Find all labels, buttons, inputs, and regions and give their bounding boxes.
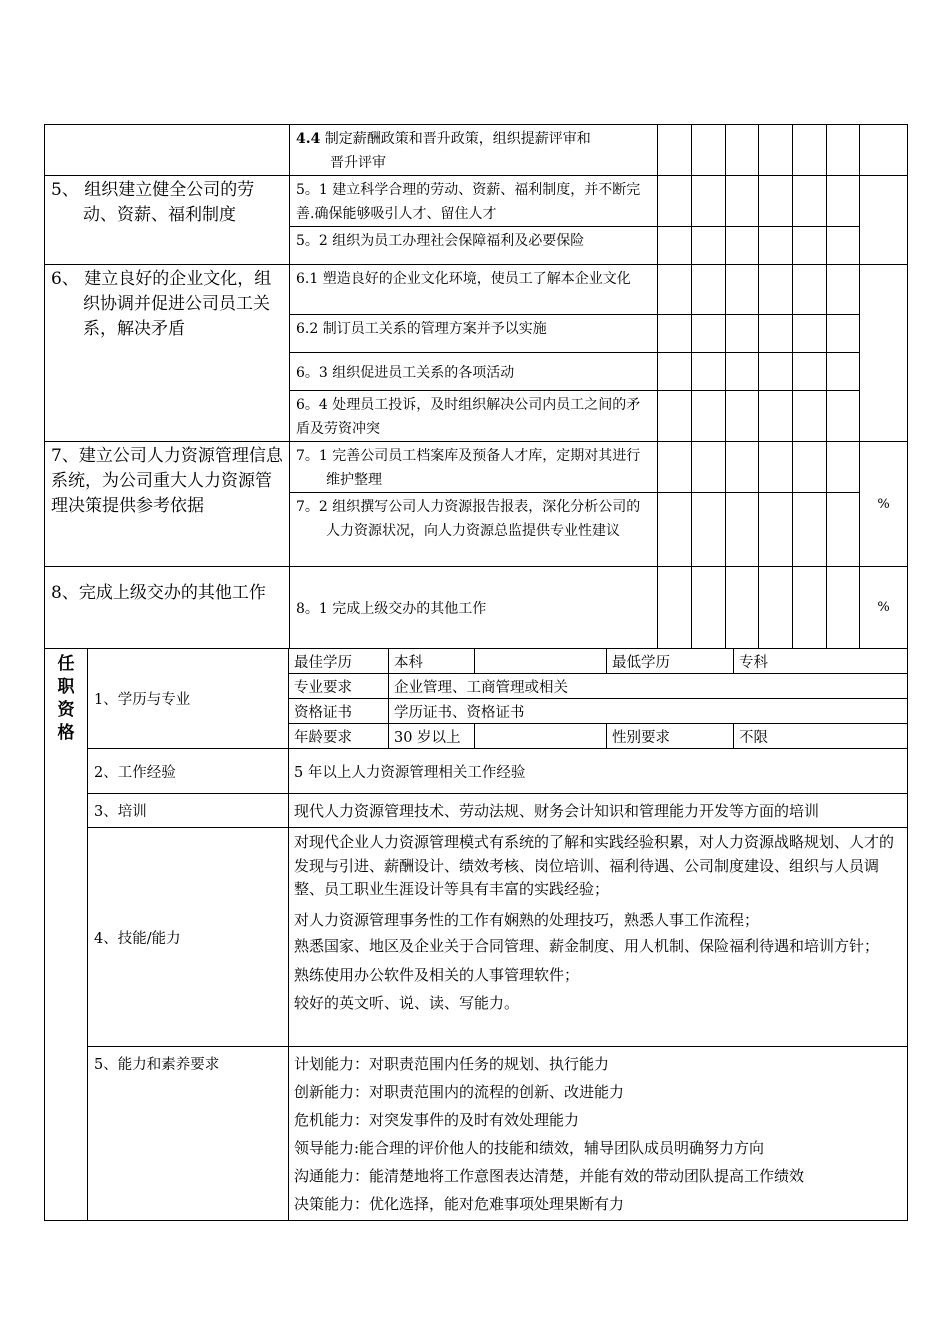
score-cell: [827, 315, 860, 353]
skills-item: 对现代企业人力资源管理模式有系统的了解和实践经验积累，对人力资源战略规划、人才的发现与引进、薪酬设计、绩效考核、岗位培训、福利待遇、公司制度建设、组织与人员调整、员工职业生涯设计等具有丰富的实践经验；: [294, 833, 895, 898]
score-cell: [793, 391, 827, 442]
score-cell: [692, 265, 726, 315]
score-cell: [726, 493, 759, 567]
duty-area-8: 8、完成上级交办的其他工作: [45, 567, 290, 649]
score-cell: [658, 227, 692, 265]
score-cell: [793, 353, 827, 391]
score-cell: [692, 442, 726, 493]
score-cell: [827, 493, 860, 567]
duty-task: 6.1 塑造良好的企业文化环境，使员工了解本企业文化: [290, 265, 658, 315]
major-value: 企业管理、工商管理或相关: [389, 674, 908, 699]
score-cell: [726, 227, 759, 265]
experience-value: 5 年以上人力资源管理相关工作经验: [289, 749, 908, 794]
score-cell: [827, 176, 860, 227]
age-label: 年龄要求: [289, 724, 389, 749]
duties-table: [44, 124, 908, 649]
best-edu-value: 本科: [389, 649, 475, 674]
score-cell: [692, 176, 726, 227]
competency-item: 计划能力：对职责范围内任务的规划、执行能力: [294, 1055, 610, 1073]
score-cell: [759, 493, 793, 567]
percent-cell: [860, 125, 908, 176]
score-cell: [726, 391, 759, 442]
duty-area-empty: [45, 125, 290, 176]
competency-item: 危机能力：对突发事件的及时有效处理能力: [294, 1111, 580, 1129]
score-cell: [827, 442, 860, 493]
score-cell: [726, 315, 759, 353]
score-cell: [726, 265, 759, 315]
competency-item: 领导能力:能合理的评价他人的技能和绩效，辅导团队成员明确努力方向: [294, 1139, 765, 1157]
score-cell: [759, 125, 793, 176]
duty-task: 6。4 处理员工投诉，及时组织解决公司内员工之间的矛盾及劳资冲突: [290, 391, 658, 442]
score-cell: [692, 391, 726, 442]
score-cell: [793, 125, 827, 176]
score-cell: [726, 353, 759, 391]
duty-task: 7。2 组织撰写公司人力资源报告报表，深化分析公司的人力资源状况，向人力资源总监提供专业性建议: [290, 493, 658, 567]
score-cell: [827, 567, 860, 649]
duty-task: 5。2 组织为员工办理社会保障福利及必要保险: [290, 227, 658, 265]
competency-item: 沟通能力：能清楚地将工作意图表达清楚，并能有效的带动团队提高工作绩效: [294, 1167, 805, 1185]
score-cell: [793, 493, 827, 567]
skills-item: 较好的英文听、说、读、写能力。: [294, 993, 520, 1012]
score-cell: [827, 265, 860, 315]
age-value: 30 岁以上: [389, 724, 475, 749]
score-cell: [827, 125, 860, 176]
skills-label: 4、技能/能力: [88, 828, 289, 1047]
education-label: 1、学历与专业: [88, 649, 289, 749]
score-cell: [658, 265, 692, 315]
skills-item: 熟悉国家、地区及企业关于合同管理、薪金制度、用人机制、保险福利待遇和培训方针；: [294, 936, 880, 955]
gender-value: 不限: [734, 724, 908, 749]
skills-list: [289, 828, 908, 1047]
score-cell: [793, 227, 827, 265]
score-cell: [759, 315, 793, 353]
score-cell: [793, 567, 827, 649]
score-cell: [658, 493, 692, 567]
skills-item: 熟练使用办公软件及相关的人事管理软件；: [294, 965, 580, 984]
duty-area-7: 7、建立公司人力资源管理信息系统，为公司重大人力资源管理决策提供参考依据: [45, 442, 290, 567]
cert-label: 资格证书: [289, 699, 389, 724]
cert-value: 学历证书、资格证书: [389, 699, 908, 724]
score-cell: [658, 315, 692, 353]
score-cell: [658, 176, 692, 227]
score-cell: [759, 567, 793, 649]
competency-list: [289, 1047, 908, 1221]
score-cell: [692, 315, 726, 353]
experience-label: 2、工作经验: [88, 749, 289, 794]
competency-item: 创新能力：对职责范围内的流程的创新、改进能力: [294, 1083, 625, 1101]
min-edu-value: 专科: [734, 649, 908, 674]
duty-task: 6。3 组织促进员工关系的各项活动: [290, 353, 658, 391]
score-cell: [793, 265, 827, 315]
score-cell: [759, 353, 793, 391]
score-cell: [726, 125, 759, 176]
qualification-table: [44, 648, 908, 1221]
duty-task: 7。1 完善公司员工档案库及预备人才库，定期对其进行维护整理: [290, 442, 658, 493]
competency-item: 决策能力：优化选择，能对危难事项处理果断有力: [294, 1195, 625, 1213]
score-cell: [759, 391, 793, 442]
duty-task: 5。1 建立科学合理的劳动、资薪、福利制度，并不断完善.确保能够吸引人才、留住人才: [290, 176, 658, 227]
competency-label: 5、能力和素养要求: [88, 1047, 289, 1221]
score-cell: [692, 227, 726, 265]
duty-task: 6.2 制订员工关系的管理方案并予以实施: [290, 315, 658, 353]
score-cell: [827, 353, 860, 391]
duty-task: 4.4 制定薪酬政策和晋升政策，组织提薪评审和 晋升评审: [290, 125, 658, 176]
score-cell: [827, 391, 860, 442]
best-edu-label: 最佳学历: [289, 649, 389, 674]
skills-item: 对人力资源管理事务性的工作有娴熟的处理技巧，熟悉人事工作流程；: [294, 910, 760, 929]
score-cell: [658, 125, 692, 176]
score-cell: [692, 353, 726, 391]
percent-cell: %: [860, 567, 908, 649]
score-cell: [759, 227, 793, 265]
score-cell: [692, 493, 726, 567]
min-edu-label: 最低学历: [607, 649, 734, 674]
percent-cell: %: [860, 442, 908, 567]
score-cell: [658, 442, 692, 493]
duty-task: 8。1 完成上级交办的其他工作: [290, 567, 658, 649]
score-cell: [726, 176, 759, 227]
score-cell: [726, 442, 759, 493]
score-cell: [759, 442, 793, 493]
section-label-qualifications: 任职资格: [45, 649, 88, 1221]
duty-area-6: 6、 建立良好的企业文化，组织协调并促进公司员工关系，解决矛盾: [45, 265, 290, 442]
score-cell: [759, 265, 793, 315]
training-label: 3、培训: [88, 794, 289, 828]
score-cell: [793, 176, 827, 227]
percent-cell: [860, 176, 908, 265]
score-cell: [658, 391, 692, 442]
training-value: 现代人力资源管理技术、劳动法规、财务会计知识和管理能力开发等方面的培训: [289, 794, 908, 828]
score-cell: [658, 567, 692, 649]
percent-cell: [860, 265, 908, 442]
score-cell: [692, 567, 726, 649]
gender-label: 性别要求: [607, 724, 734, 749]
score-cell: [827, 227, 860, 265]
score-cell: [793, 442, 827, 493]
score-cell: [692, 125, 726, 176]
score-cell: [793, 315, 827, 353]
blank-cell: [475, 724, 607, 749]
major-label: 专业要求: [289, 674, 389, 699]
score-cell: [726, 567, 759, 649]
blank-cell: [475, 649, 607, 674]
score-cell: [759, 176, 793, 227]
score-cell: [658, 353, 692, 391]
duty-area-5: 5、 组织建立健全公司的劳动、资薪、福利制度: [45, 176, 290, 265]
